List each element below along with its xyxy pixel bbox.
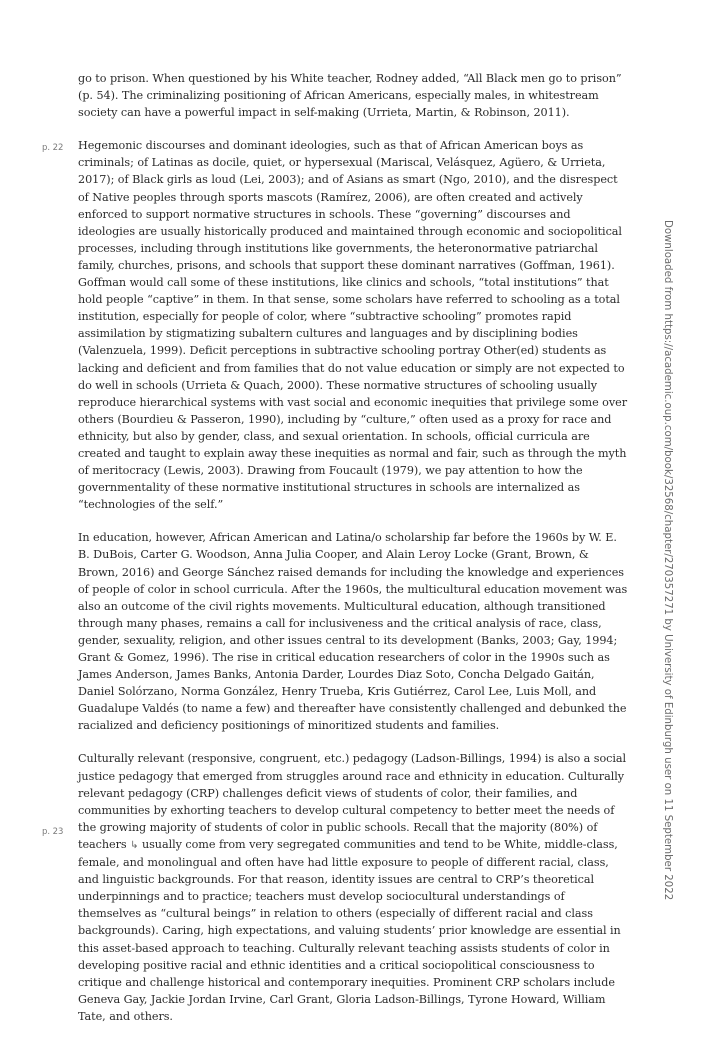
paragraph-1: [78, 70, 630, 121]
page-break-arrow-icon: ↳: [130, 839, 139, 851]
document-body: [42, 70, 630, 1041]
paragraph-4: [42, 750, 630, 1025]
paragraph-4-text-before: Culturally relevant (responsive, congruent, etc.) pedagogy (Ladson-Billings, 1994) is also a social justice pedagogy that emerged from struggles around race and ethnicity in education. Culturally relevant pedagogy (CRP) challenges deficit views of students of color, their families, and communities by exhorting teachers to develop cultural competency to better meet the needs of the growing majority of students of color in public schools. Recall that the majority (80%) of teachers: [78, 752, 627, 851]
paragraph-3: [78, 529, 630, 734]
page-marker-22: p. 22: [42, 143, 64, 154]
page-marker-23: p. 23: [42, 827, 64, 838]
paragraph-2: [42, 137, 630, 513]
paragraph-3-text: In education, however, African American and Latina/o scholarship far before the 1960s by W. E. B. DuBois, Carter G. Woodson, Anna Julia Cooper, and Alain Leroy Locke (Grant, Brown, & Brown, 2016) and George Sánchez raised demands for including the knowledge and experiences of people of color in school curricula. After the 1960s, the multicultural education movement was also an outcome of the civil rights movements. Multicultural education, although transitioned through many phases, remains a call for inclusiveness and the critical analysis of race, class, gender, sexuality, religion, and other issues central to its development (Banks, 2003; Gay, 1994; Grant & Gomez, 1996). The rise in critical education researchers of color in the 1990s such as James Anderson, James Banks, Antonia Darder, Lourdes Diaz Soto, Concha Delgado Gaitán, Daniel Solórzano, Norma González, Henry Trueba, Kris Gutiérrez, Carol Lee, Luis Moll, and Guadalupe Valdés (to name a few) and thereafter have consistently challenged and debunked the racialized and deficiency positionings of minoritized students and families.: [78, 531, 628, 733]
paragraph-4-text-after: usually come from very segregated communities and tend to be White, middle-class, female, and monolingual and often have had little exposure to people of different racial, class, and linguistic backgrounds. For that reason, identity issues are central to CRP’s theoretical underpinnings and to practice; teachers must develop sociocultural understandings of themselves as “cultural beings” in relation to others (especially of different racial and class backgrounds). Caring, high expectations, and valuing students’ prior knowledge are essential in this asset-based approach to teaching. Culturally relevant teaching assists students of color in developing positive racial and ethnic identities and a critical sociopolitical consciousness to critique and challenge historical and contemporary inequities. Prominent CRP scholars include Geneva Gay, Jackie Jordan Irvine, Carl Grant, Gloria Ladson-Billings, Tyrone Howard, William Tate, and others.: [78, 837, 621, 1023]
download-watermark: Downloaded from https://academic.oup.com/book/32568/chapter/270357271 by University of Edinburgh user on 11 September 2022: [662, 220, 673, 901]
paragraph-2-text: Hegemonic discourses and dominant ideologies, such as that of African American boys as criminals; of Latinas as docile, quiet, or hypersexual (Mariscal, Velásquez, Agüero, & Urrieta, 2017); of Black girls as loud (Lei, 2003); and of Asians as smart (Ngo, 2010), and the disrespect of Native peoples through sports mascots (Ramírez, 2006), are often created and actively enforced to support normative structures in schools. These “governing” discourses and ideologies are usually historically produced and maintained through economic and sociopolitical processes, including through institutions like governments, the heteronormative patriarchal family, churches, prisons, and schools that support these dominant narratives (Goffman, 1961). Goffman would call some of these institutions, like clinics and schools, “total institutions” that hold people “captive” in them. In that sense, some scholars have referred to schooling as a total institution, especially for people of color, where “subtractive schooling” promotes rapid assimilation by stigmatizing subaltern cultures and languages and by disciplining bodies (Valenzuela, 1999). Deficit perceptions in subtractive schooling portray Other(ed) students as lacking and deficient and from families that do not value education or simply are not expected to do well in schools (Urrieta & Quach, 2000). These normative structures of schooling usually reproduce hierarchical systems with vast social and economic inequities that privilege some over others (Bourdieu & Passeron, 1990), including by “culture,” often used as a proxy for race and ethnicity, but also by gender, class, and sexual orientation. In schools, official curricula are created and taught to explain away these inequities as normal and fair, such as through the myth of meritocracy (Lewis, 2003). Drawing from Foucault (1979), we pay attention to how the governmentality of these normative institutional structures in schools are internalized as “technologies of the self.”: [78, 139, 627, 512]
paragraph-1-text: go to prison. When questioned by his White teacher, Rodney added, “All Black men go to prison” (p. 54). The criminalizing positioning of African Americans, especially males, in whitestream society can have a powerful impact in self-making (Urrieta, Martin, & Robinson, 2011).: [78, 72, 622, 120]
